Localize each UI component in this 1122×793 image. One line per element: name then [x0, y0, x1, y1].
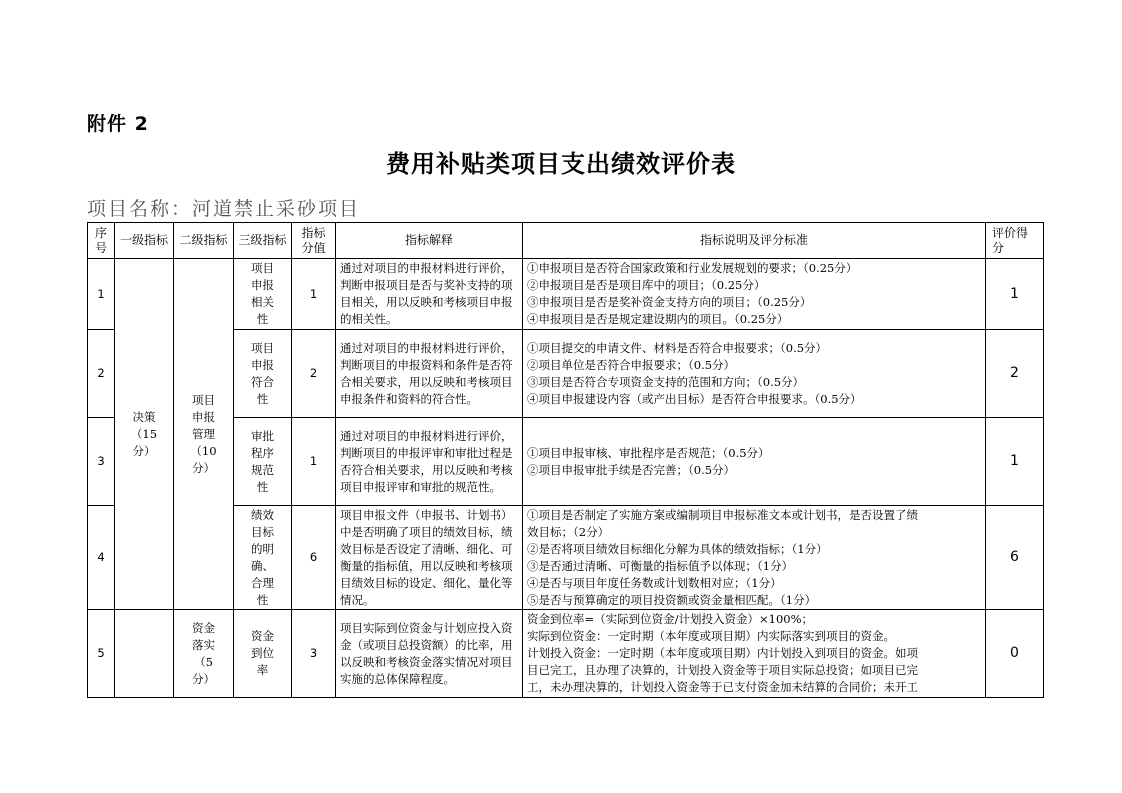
- criteria-line: ②是否将项目绩效目标细化分解为具体的绩效指标；（1分）: [527, 541, 828, 556]
- criteria-line: 计划投入资金：一定时期（本年度或项目期）内计划投入到项目的资金。如项: [527, 646, 918, 660]
- score-cell: 1: [986, 259, 1044, 330]
- criteria-line: ④申报项目是否是规定建设期内的项目。（0.25分）: [527, 312, 789, 326]
- explanation-cell: 项目实际到位资金与计划应投入资金（或项目总投资额）的比率，用以反映和考核资金落实情况对项目实施的总体保障程度。: [336, 610, 523, 698]
- criteria-line: ③项目是否符合专项资金支持的范围和方向；（0.5分）: [527, 374, 805, 389]
- score-cell: 6: [986, 506, 1044, 610]
- level3-cell: 绩效目标的明确、合理性: [234, 506, 292, 610]
- row-seq: 3: [88, 418, 115, 506]
- row-seq: 5: [88, 610, 115, 698]
- score-cell: 2: [986, 330, 1044, 418]
- weight-cell: 3: [292, 610, 336, 698]
- explanation-cell: 通过对项目的申报材料进行评价，判断项目的申报资料和条件是否符合相关要求，用以反映和考核项目申报条件和资料的符合性。: [336, 330, 523, 418]
- weight-cell: 1: [292, 259, 336, 330]
- criteria-cell: [523, 418, 986, 506]
- criteria-cell: [523, 330, 986, 418]
- criteria-line: ③申报项目是否是奖补资金支持方向的项目；（0.25分）: [527, 295, 812, 309]
- criteria-line: ④项目申报建设内容（或产出目标）是否符合申报要求。（0.5分）: [527, 391, 862, 406]
- project-name: 项目名称：河道禁止采砂项目: [87, 198, 361, 220]
- explanation-cell: 通过对项目的申报材料进行评价，判断申报项目是否与奖补支持的项目相关，用以反映和考核项目申报的相关性。: [336, 259, 523, 330]
- criteria-line: ④是否与项目年度任务数或计划数相对应；（1分）: [527, 575, 782, 590]
- score-cell: 0: [986, 610, 1044, 698]
- header-level3: 三级指标: [234, 223, 292, 259]
- criteria-line: 效目标；（2分）: [527, 524, 610, 539]
- level1-cell: 决策（15分）: [115, 259, 174, 610]
- header-score: 评价得分: [986, 223, 1044, 259]
- level3-cell: 资金到位率: [234, 610, 292, 698]
- document-title: 费用补贴类项目支出绩效评价表: [386, 150, 736, 178]
- criteria-line: 目已完工，且办理了决算的，计划投入资金等于项目实际总投资；如项目已完: [527, 663, 918, 677]
- weight-cell: 2: [292, 330, 336, 418]
- weight-cell: 1: [292, 418, 336, 506]
- table-row: [88, 259, 1044, 330]
- criteria-line: ①申报项目是否符合国家政策和行业发展规划的要求；（0.25分）: [527, 261, 858, 275]
- score-cell: 1: [986, 418, 1044, 506]
- criteria-line: ③是否通过清晰、可衡量的指标值予以体现；（1分）: [527, 558, 794, 573]
- row-seq: 2: [88, 330, 115, 418]
- criteria-line: 实际到位资金：一定时期（本年度或项目期）内实际落实到项目的资金。: [527, 629, 895, 643]
- evaluation-table: [87, 222, 1044, 698]
- criteria-line: ⑤是否与预算确定的项目投资额或资金量相匹配。（1分）: [527, 592, 817, 607]
- criteria-cell: [523, 506, 986, 610]
- criteria-line: ②项目申报审批手续是否完善；（0.5分）: [527, 462, 736, 477]
- level2-cell: 资金落实（5分）: [174, 610, 234, 698]
- header-row: [88, 223, 1044, 259]
- criteria-line: ②项目单位是否符合申报要求；（0.5分）: [527, 357, 736, 372]
- criteria-line: ②申报项目是否是项目库中的项目；（0.25分）: [527, 278, 766, 292]
- explanation-cell: 通过对项目的申报材料进行评价，判断项目的申报评审和审批过程是否符合相关要求，用以反映和考核项目申报评审和审批的规范性。: [336, 418, 523, 506]
- table-row: [88, 610, 1044, 698]
- level3-cell: 项目申报符合性: [234, 330, 292, 418]
- level2-cell: 项目申报管理（10分）: [174, 259, 234, 610]
- level3-cell: 项目申报相关性: [234, 259, 292, 330]
- header-explanation: 指标解释: [336, 223, 523, 259]
- row-seq: 4: [88, 506, 115, 610]
- criteria-line: ①项目申报审核、审批程序是否规范；（0.5分）: [527, 445, 770, 460]
- header-level1: 一级指标: [115, 223, 174, 259]
- criteria-line: 工，未办理决算的，计划投入资金等于已支付资金加未结算的合同价；未开工: [527, 680, 918, 694]
- header-weight: 指标分值: [292, 223, 336, 259]
- row-seq: 1: [88, 259, 115, 330]
- criteria-line: 资金到位率=（实际到位资金/计划投入资金）×100%；: [527, 612, 814, 626]
- weight-cell: 6: [292, 506, 336, 610]
- attachment-label: 附件 2: [87, 113, 149, 135]
- header-seq: 序号: [88, 223, 115, 259]
- criteria-line: ①项目提交的申请文件、材料是否符合申报要求；（0.5分）: [527, 340, 828, 355]
- criteria-cell: [523, 259, 986, 330]
- header-level2: 二级指标: [174, 223, 234, 259]
- level1-cell-empty: [115, 610, 174, 698]
- level3-cell: 审批程序规范性: [234, 418, 292, 506]
- criteria-cell: [523, 610, 986, 698]
- header-criteria: 指标说明及评分标准: [523, 223, 986, 259]
- criteria-line: ①项目是否制定了实施方案或编制项目申报标准文本或计划书，是否设置了绩: [527, 507, 918, 522]
- explanation-cell: 项目申报文件（申报书、计划书）中是否明确了项目的绩效目标，绩效目标是否设定了清晰、细化、可衡量的指标值，用以反映和考核项目绩效目标的设定、细化、量化等情况。: [336, 506, 523, 610]
